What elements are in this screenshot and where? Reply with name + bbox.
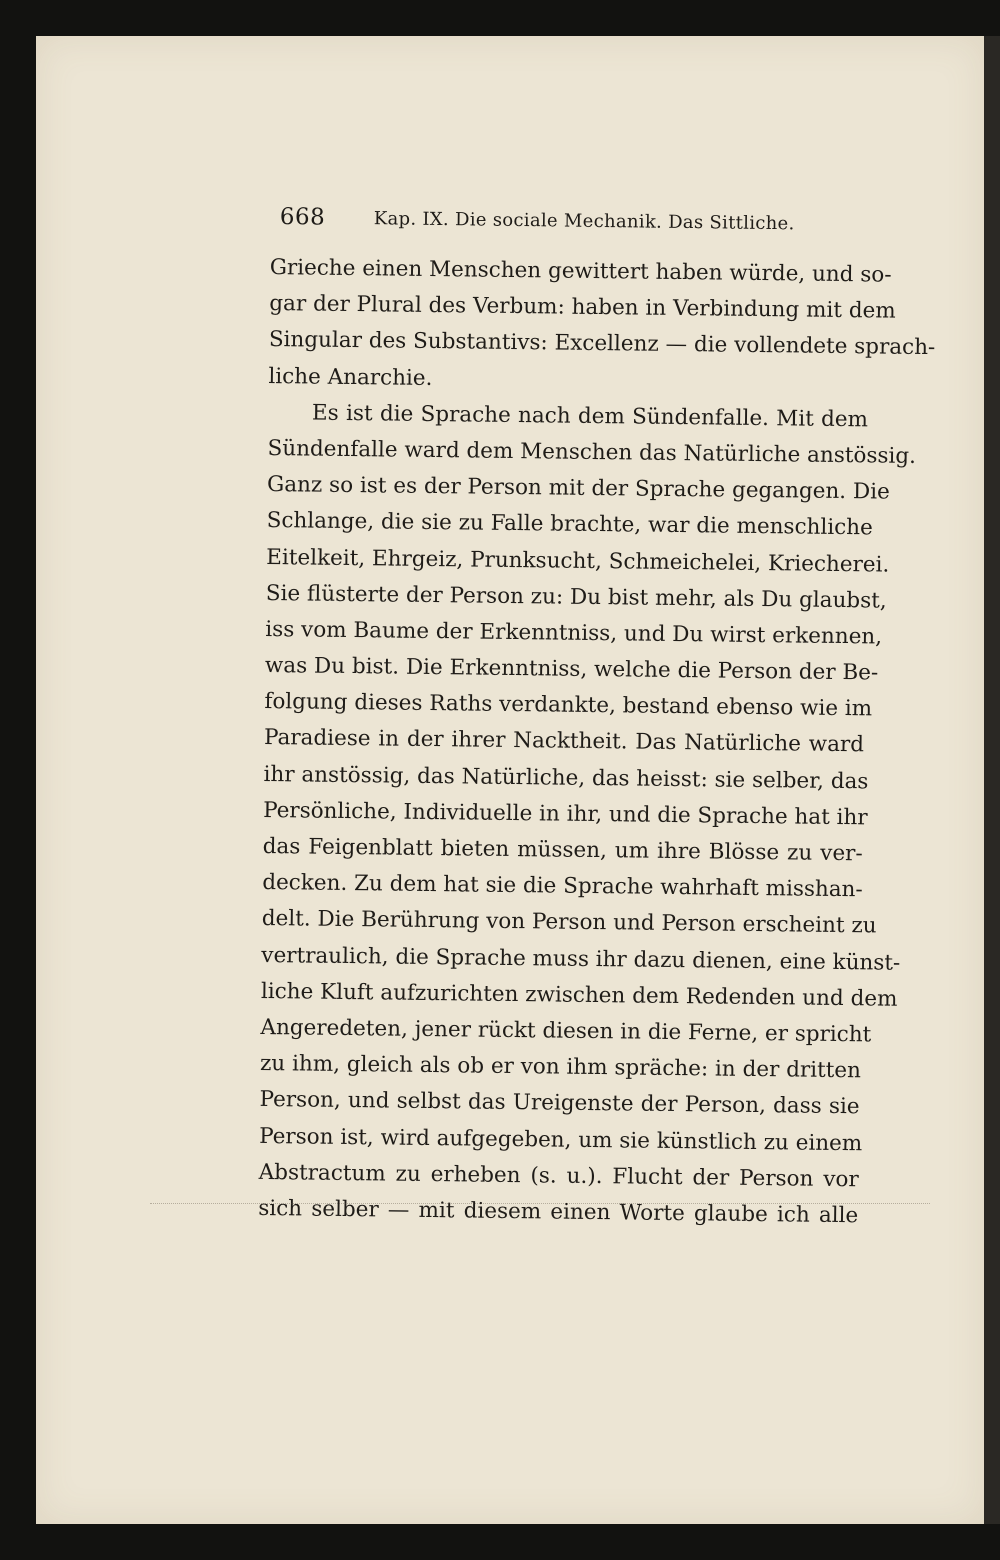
text-line: Angeredeten, jener rückt diesen in die Ferne, er spricht	[260, 1014, 872, 1048]
text-line: sich selber — mit diesem einen Worte glaube ich alle	[258, 1195, 859, 1229]
text-line: decken. Zu dem hat sie die Sprache wahrhaft misshan-	[262, 870, 863, 903]
text-line: Person ist, wird aufgegeben, um sie künstlich zu einem	[259, 1123, 863, 1156]
text-line: vertraulich, die Sprache muss ihr dazu dienen, eine künst-	[261, 942, 901, 976]
page-header	[279, 204, 795, 246]
text-line: Abstractum zu erheben (s. u.). Flucht der Person vor	[258, 1159, 859, 1192]
text-line: Sie flüsterte der Person zu: Du bist mehr, als Du glaubst,	[265, 580, 887, 614]
text-line: Sündenfalle ward dem Menschen das Natürliche anstössig.	[267, 435, 917, 469]
text-line: folgung dieses Raths verdankte, bestand ebenso wie im	[264, 689, 873, 722]
page-edge-shadow	[984, 36, 1000, 1524]
text-line: Grieche einen Menschen gewittert haben würde, und so-	[269, 254, 892, 288]
body-text	[258, 250, 936, 1234]
text-line: Es ist die Sprache nach dem Sündenfalle. Mit dem	[311, 400, 869, 433]
text-line: delt. Die Berührung von Person und Person erscheint zu	[261, 906, 877, 939]
text-line: Eitelkeit, Ehrgeiz, Prunksucht, Schmeichelei, Kriecherei.	[266, 544, 890, 578]
text-line: liche Anarchie.	[268, 363, 433, 391]
text-line: Singular des Substantivs: Excellenz — die vollendete sprach-	[268, 327, 936, 361]
text-line: ihr anstössig, das Natürliche, das heisst: sie selber, das	[263, 761, 869, 794]
text-line: Person, und selbst das Ureigenste der Person, dass sie	[259, 1087, 860, 1120]
text-line: gar der Plural des Verbum: haben in Verbindung mit dem	[269, 291, 896, 324]
text-line: zu ihm, gleich als ob er von ihm spräche: in der dritten	[259, 1051, 862, 1084]
running-title: Kap. IX. Die sociale Mechanik. Das Sittliche.	[373, 208, 795, 235]
text-line: Persönliche, Individuelle in ihr, und die Sprache hat ihr	[263, 797, 868, 831]
text-line: Schlange, die sie zu Falle brachte, war die menschliche	[266, 508, 873, 541]
text-line: Paradiese in der ihrer Nacktheit. Das Natürliche ward	[263, 725, 865, 758]
page-number: 668	[279, 204, 326, 231]
text-line: was Du bist. Die Erkenntniss, welche die Person der Be-	[264, 653, 879, 686]
text-line: iss vom Baume der Erkenntniss, und Du wirst erkennen,	[265, 616, 883, 650]
text-line: Ganz so ist es der Person mit der Sprache gegangen. Die	[266, 472, 890, 505]
scan-artifact-line	[150, 1203, 930, 1204]
text-line: liche Kluft aufzurichten zwischen dem Redenden und dem	[260, 978, 898, 1012]
text-line: das Feigenblatt bieten müssen, um ihre Blösse zu ver-	[262, 833, 863, 867]
